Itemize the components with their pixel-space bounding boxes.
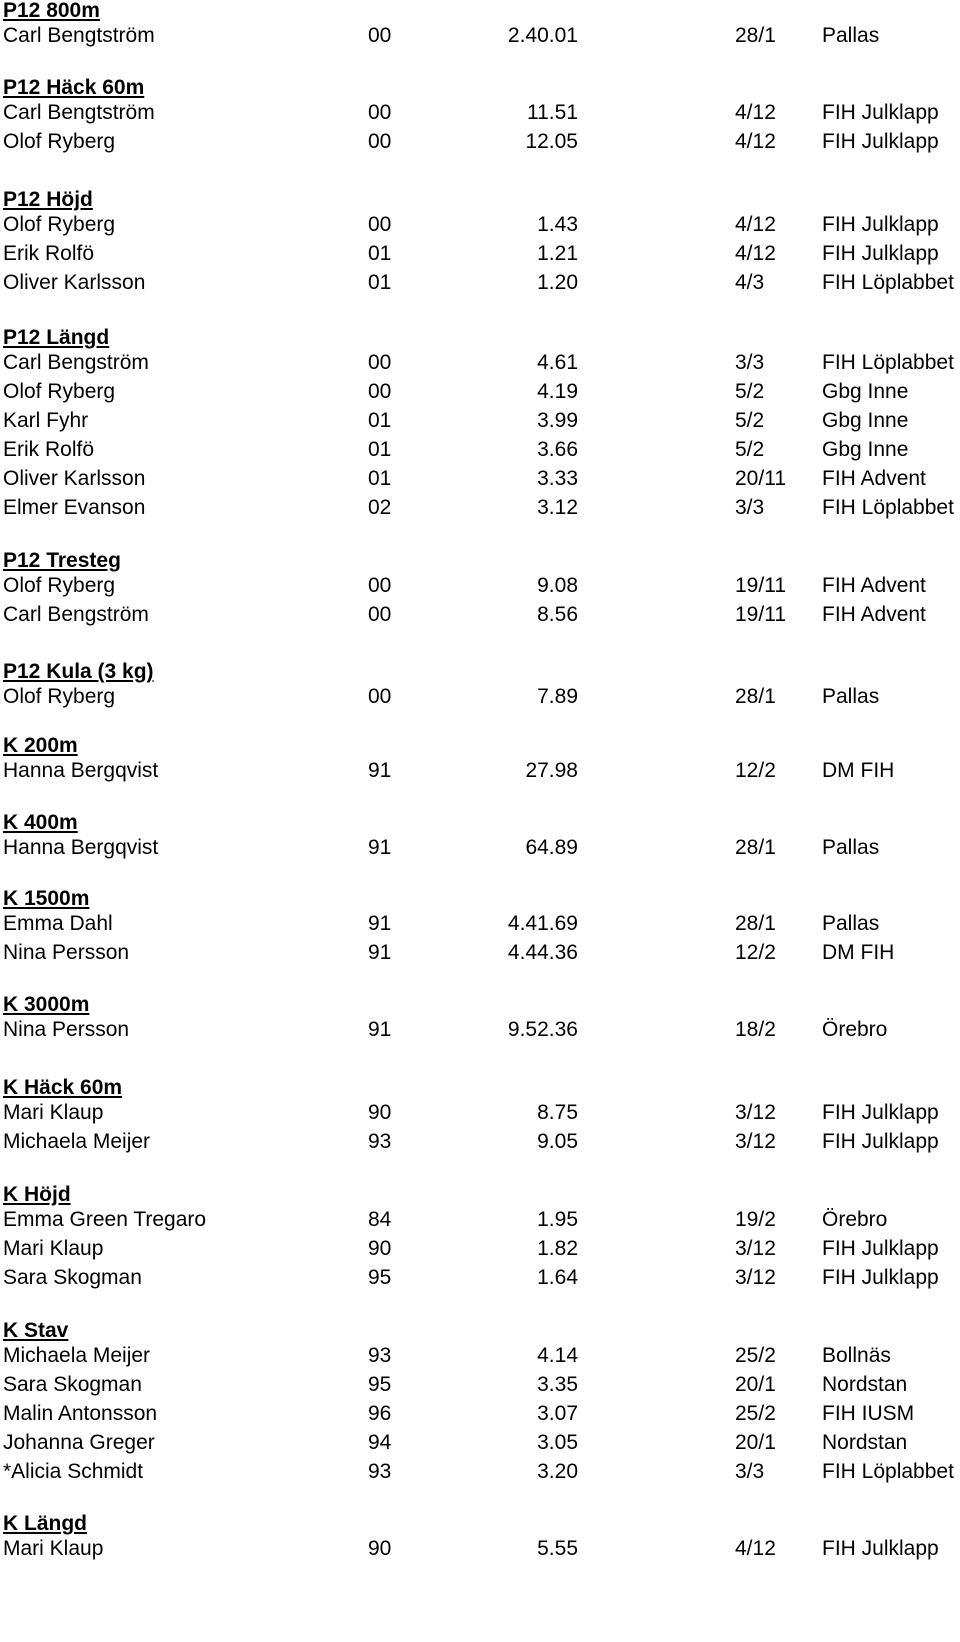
athlete-name: Erik Rolfö <box>3 242 95 265</box>
competition-name: FIH Löplabbet <box>822 271 954 294</box>
result-row <box>0 1457 960 1486</box>
competition-date: 20/11 <box>735 467 786 490</box>
event-heading: K 3000m <box>3 993 90 1016</box>
result-value: 3.12 <box>537 496 578 519</box>
result-row <box>0 938 960 967</box>
result-value: 9.52.36 <box>507 1018 578 1041</box>
competition-date: 19/11 <box>735 603 786 626</box>
result-value: 3.05 <box>537 1431 578 1454</box>
competition-name: Pallas <box>822 685 880 708</box>
athlete-name: Oliver Karlsson <box>3 271 146 294</box>
competition-name: FIH Advent <box>822 603 926 626</box>
result-row <box>0 909 960 938</box>
competition-date: 3/3 <box>735 496 765 519</box>
result-value: 2.40.01 <box>507 24 578 47</box>
athlete-name: Michaela Meijer <box>3 1344 151 1367</box>
result-value: 1.20 <box>537 271 578 294</box>
result-value: 3.99 <box>537 409 578 432</box>
competition-date: 3/12 <box>735 1101 776 1124</box>
birth-year: 00 <box>368 351 392 374</box>
birth-year: 90 <box>368 1101 392 1124</box>
competition-name: FIH Advent <box>822 574 926 597</box>
competition-name: Pallas <box>822 912 880 935</box>
athlete-name: Olof Ryberg <box>3 213 116 236</box>
athlete-name: Hanna Bergqvist <box>3 836 159 859</box>
event-heading: P12 Längd <box>3 326 110 349</box>
result-row <box>0 1534 960 1563</box>
result-row <box>0 435 960 464</box>
birth-year: 90 <box>368 1237 392 1260</box>
birth-year: 00 <box>368 24 392 47</box>
athlete-name: Carl Bengström <box>3 351 149 374</box>
athlete-name: Elmer Evanson <box>3 496 146 519</box>
result-row <box>0 1341 960 1370</box>
competition-name: Nordstan <box>822 1431 908 1454</box>
birth-year: 91 <box>368 1018 392 1041</box>
birth-year: 00 <box>368 685 392 708</box>
competition-name: FIH Julklapp <box>822 213 939 236</box>
birth-year: 84 <box>368 1208 392 1231</box>
athlete-name: Oliver Karlsson <box>3 467 146 490</box>
competition-name: FIH Löplabbet <box>822 496 954 519</box>
competition-date: 20/1 <box>735 1431 776 1454</box>
athlete-name: Michaela Meijer <box>3 1130 151 1153</box>
birth-year: 91 <box>368 759 392 782</box>
competition-name: Gbg Inne <box>822 409 909 432</box>
competition-name: FIH Julklapp <box>822 130 939 153</box>
result-row <box>0 493 960 522</box>
result-row <box>0 571 960 600</box>
competition-name: Gbg Inne <box>822 380 909 403</box>
competition-date: 4/12 <box>735 213 776 236</box>
result-row <box>0 210 960 239</box>
birth-year: 91 <box>368 912 392 935</box>
result-value: 9.08 <box>537 574 578 597</box>
result-row <box>0 600 960 629</box>
result-value: 1.95 <box>537 1208 578 1231</box>
result-value: 1.43 <box>537 213 578 236</box>
competition-name: FIH Advent <box>822 467 926 490</box>
competition-date: 5/2 <box>735 438 765 461</box>
competition-name: FIH Julklapp <box>822 1101 939 1124</box>
athlete-name: Nina Persson <box>3 1018 130 1041</box>
competition-date: 12/2 <box>735 941 776 964</box>
result-value: 4.19 <box>537 380 578 403</box>
event-heading: K Häck 60m <box>3 1076 123 1099</box>
result-row <box>0 268 960 297</box>
competition-date: 3/12 <box>735 1237 776 1260</box>
birth-year: 93 <box>368 1130 392 1153</box>
event-heading: K Stav <box>3 1319 69 1342</box>
athlete-name: Sara Skogman <box>3 1373 142 1396</box>
result-value: 8.75 <box>537 1101 578 1124</box>
birth-year: 93 <box>368 1344 392 1367</box>
competition-date: 4/12 <box>735 130 776 153</box>
competition-date: 4/12 <box>735 101 776 124</box>
competition-date: 18/2 <box>735 1018 776 1041</box>
competition-name: Örebro <box>822 1208 888 1231</box>
result-row <box>0 1234 960 1263</box>
result-value: 1.82 <box>537 1237 578 1260</box>
result-value: 4.61 <box>537 351 578 374</box>
event-heading: P12 800m <box>3 0 100 22</box>
result-value: 4.14 <box>537 1344 578 1367</box>
competition-name: Gbg Inne <box>822 438 909 461</box>
result-value: 8.56 <box>537 603 578 626</box>
birth-year: 01 <box>368 271 392 294</box>
competition-date: 28/1 <box>735 24 776 47</box>
result-value: 3.33 <box>537 467 578 490</box>
result-row <box>0 682 960 711</box>
result-value: 3.07 <box>537 1402 578 1425</box>
birth-year: 95 <box>368 1266 392 1289</box>
birth-year: 94 <box>368 1431 392 1454</box>
competition-date: 20/1 <box>735 1373 776 1396</box>
athlete-name: Johanna Greger <box>3 1431 155 1454</box>
competition-name: Bollnäs <box>822 1344 891 1367</box>
athlete-name: Mari Klaup <box>3 1101 104 1124</box>
result-row <box>0 127 960 156</box>
birth-year: 01 <box>368 438 392 461</box>
event-heading: P12 Kula (3 kg) <box>3 660 154 683</box>
result-value: 3.66 <box>537 438 578 461</box>
competition-date: 3/12 <box>735 1266 776 1289</box>
result-row <box>0 1127 960 1156</box>
competition-name: Örebro <box>822 1018 888 1041</box>
athlete-name: Olof Ryberg <box>3 380 116 403</box>
competition-date: 28/1 <box>735 685 776 708</box>
athlete-name: Hanna Bergqvist <box>3 759 159 782</box>
birth-year: 01 <box>368 409 392 432</box>
result-value: 64.89 <box>525 836 578 859</box>
result-value: 3.20 <box>537 1460 578 1483</box>
birth-year: 93 <box>368 1460 392 1483</box>
athlete-name: Emma Dahl <box>3 912 113 935</box>
competition-name: Nordstan <box>822 1373 908 1396</box>
competition-name: Pallas <box>822 836 880 859</box>
birth-year: 00 <box>368 213 392 236</box>
competition-name: DM FIH <box>822 759 895 782</box>
birth-year: 91 <box>368 941 392 964</box>
result-row <box>0 1015 960 1044</box>
result-row <box>0 348 960 377</box>
competition-date: 4/12 <box>735 1537 776 1560</box>
event-heading: P12 Höjd <box>3 188 93 211</box>
birth-year: 01 <box>368 467 392 490</box>
result-value: 7.89 <box>537 685 578 708</box>
competition-date: 4/12 <box>735 242 776 265</box>
competition-name: FIH Julklapp <box>822 1130 939 1153</box>
event-heading: K 400m <box>3 811 78 834</box>
competition-name: FIH IUSM <box>822 1402 915 1425</box>
competition-date: 25/2 <box>735 1344 776 1367</box>
athlete-name: Mari Klaup <box>3 1537 104 1560</box>
competition-name: Pallas <box>822 24 880 47</box>
event-heading: P12 Tresteg <box>3 549 121 572</box>
event-heading: K Höjd <box>3 1183 71 1206</box>
competition-date: 5/2 <box>735 409 765 432</box>
result-value: 1.64 <box>537 1266 578 1289</box>
event-heading: K Längd <box>3 1512 87 1535</box>
athlete-name: Malin Antonsson <box>3 1402 158 1425</box>
athlete-name: Erik Rolfö <box>3 438 95 461</box>
result-row <box>0 833 960 862</box>
event-heading: P12 Häck 60m <box>3 76 145 99</box>
result-row <box>0 1263 960 1292</box>
result-row <box>0 239 960 268</box>
birth-year: 02 <box>368 496 392 519</box>
result-row <box>0 21 960 50</box>
birth-year: 01 <box>368 242 392 265</box>
result-row <box>0 1098 960 1127</box>
birth-year: 90 <box>368 1537 392 1560</box>
event-heading: K 200m <box>3 734 78 757</box>
competition-date: 19/11 <box>735 574 786 597</box>
result-value: 27.98 <box>525 759 578 782</box>
competition-date: 3/3 <box>735 1460 765 1483</box>
athlete-name: Karl Fyhr <box>3 409 89 432</box>
birth-year: 00 <box>368 380 392 403</box>
result-value: 9.05 <box>537 1130 578 1153</box>
competition-date: 28/1 <box>735 912 776 935</box>
result-value: 11.51 <box>527 101 578 124</box>
competition-name: FIH Julklapp <box>822 1266 939 1289</box>
competition-date: 28/1 <box>735 836 776 859</box>
competition-date: 12/2 <box>735 759 776 782</box>
athlete-name: Carl Bengström <box>3 603 149 626</box>
athlete-name: Carl Bengtström <box>3 24 155 47</box>
athlete-name: Olof Ryberg <box>3 130 116 153</box>
competition-name: DM FIH <box>822 941 895 964</box>
competition-name: FIH Julklapp <box>822 101 939 124</box>
result-value: 3.35 <box>537 1373 578 1396</box>
birth-year: 00 <box>368 603 392 626</box>
competition-name: FIH Löplabbet <box>822 1460 954 1483</box>
result-value: 4.41.69 <box>507 912 578 935</box>
birth-year: 00 <box>368 101 392 124</box>
competition-name: FIH Julklapp <box>822 242 939 265</box>
result-row <box>0 1370 960 1399</box>
birth-year: 91 <box>368 836 392 859</box>
result-value: 5.55 <box>537 1537 578 1560</box>
birth-year: 00 <box>368 574 392 597</box>
birth-year: 95 <box>368 1373 392 1396</box>
athlete-name: Olof Ryberg <box>3 574 116 597</box>
athlete-name: Sara Skogman <box>3 1266 142 1289</box>
result-row <box>0 756 960 785</box>
competition-date: 25/2 <box>735 1402 776 1425</box>
result-value: 1.21 <box>537 242 578 265</box>
competition-date: 19/2 <box>735 1208 776 1231</box>
competition-date: 3/3 <box>735 351 765 374</box>
event-heading: K 1500m <box>3 887 90 910</box>
competition-name: FIH Julklapp <box>822 1237 939 1260</box>
competition-date: 4/3 <box>735 271 765 294</box>
result-value: 4.44.36 <box>507 941 578 964</box>
competition-name: FIH Julklapp <box>822 1537 939 1560</box>
athlete-name: Mari Klaup <box>3 1237 104 1260</box>
result-row <box>0 406 960 435</box>
result-value: 12.05 <box>525 130 578 153</box>
athlete-name: Carl Bengtström <box>3 101 155 124</box>
result-row <box>0 1205 960 1234</box>
result-row <box>0 464 960 493</box>
competition-name: FIH Löplabbet <box>822 351 954 374</box>
result-row <box>0 1399 960 1428</box>
competition-date: 5/2 <box>735 380 765 403</box>
athlete-name: Nina Persson <box>3 941 130 964</box>
result-row <box>0 1428 960 1457</box>
birth-year: 00 <box>368 130 392 153</box>
result-row <box>0 377 960 406</box>
athlete-name: Olof Ryberg <box>3 685 116 708</box>
result-row <box>0 98 960 127</box>
competition-date: 3/12 <box>735 1130 776 1153</box>
athlete-name: *Alicia Schmidt <box>3 1460 144 1483</box>
athlete-name: Emma Green Tregaro <box>3 1208 207 1231</box>
birth-year: 96 <box>368 1402 392 1425</box>
